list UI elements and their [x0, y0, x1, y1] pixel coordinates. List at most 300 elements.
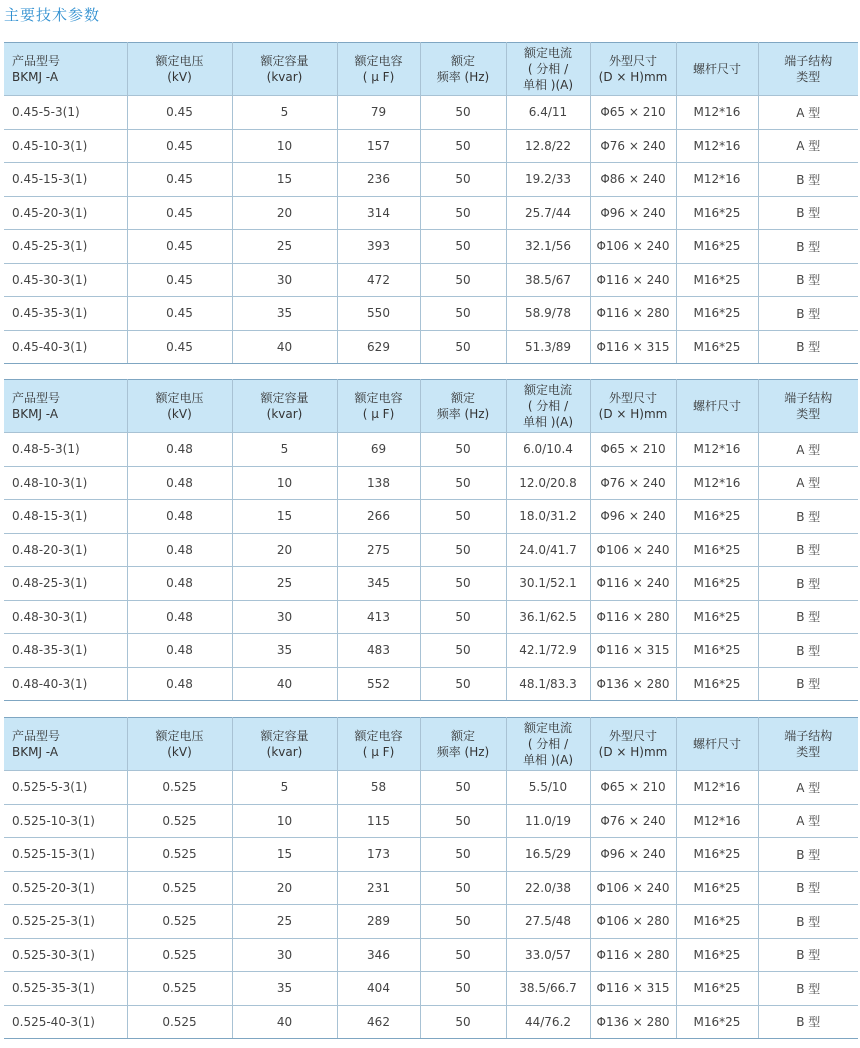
header-line: 类型 [796, 407, 821, 421]
header-line: BKMJ -A [12, 745, 59, 759]
cell-current: 44/76.2 [506, 1005, 590, 1039]
header-line: ( μ F) [362, 70, 395, 84]
cell-dimensions: Φ96 × 240 [590, 196, 676, 230]
cell-model: 0.525-25-3(1) [4, 905, 127, 939]
cell-dimensions: Φ116 × 315 [590, 330, 676, 364]
cell-capacity: 15 [232, 838, 337, 872]
header-line: 额定 [450, 729, 475, 743]
cell-frequency: 50 [420, 96, 506, 130]
cell-frequency: 50 [420, 634, 506, 668]
cell-capacity: 10 [232, 129, 337, 163]
header-line: (D × H)mm [598, 407, 668, 421]
header-line: BKMJ -A [12, 407, 59, 421]
table-row [4, 804, 858, 838]
cell-capacitance: 236 [337, 163, 420, 197]
header-line: 额定电容 [354, 391, 403, 405]
cell-model: 0.45-30-3(1) [4, 263, 127, 297]
cell-capacity: 40 [232, 667, 337, 701]
cell-bolt-size: M16*25 [676, 838, 758, 872]
table-row [4, 297, 858, 331]
cell-bolt-size: M12*16 [676, 771, 758, 805]
table-row [4, 230, 858, 264]
cell-voltage: 0.525 [127, 1005, 232, 1039]
cell-capacity: 35 [232, 972, 337, 1006]
cell-current: 27.5/48 [506, 905, 590, 939]
cell-voltage: 0.525 [127, 905, 232, 939]
header-voltage [127, 718, 232, 771]
cell-terminal-type: B 型 [758, 196, 858, 230]
header-frequency [420, 43, 506, 96]
header-line: ( 分相 / [527, 737, 569, 751]
header-line: (kvar) [266, 407, 303, 421]
cell-current: 22.0/38 [506, 871, 590, 905]
header-line: 频率 (Hz) [436, 745, 490, 759]
header-line: 螺杆尺寸 [692, 62, 741, 76]
cell-current: 5.5/10 [506, 771, 590, 805]
header-row [4, 380, 858, 433]
cell-capacitance: 157 [337, 129, 420, 163]
cell-capacity: 40 [232, 1005, 337, 1039]
header-row [4, 43, 858, 96]
cell-bolt-size: M16*25 [676, 330, 758, 364]
header-line: (D × H)mm [598, 70, 668, 84]
cell-capacitance: 58 [337, 771, 420, 805]
cell-capacity: 15 [232, 163, 337, 197]
cell-terminal-type: B 型 [758, 838, 858, 872]
cell-voltage: 0.525 [127, 804, 232, 838]
cell-bolt-size: M16*25 [676, 533, 758, 567]
table-row [4, 466, 858, 500]
header-line: 螺杆尺寸 [692, 399, 741, 413]
header-terminal-type [758, 43, 858, 96]
header-line: 额定电压 [155, 54, 204, 68]
cell-bolt-size: M16*25 [676, 1005, 758, 1039]
cell-bolt-size: M12*16 [676, 163, 758, 197]
cell-frequency: 50 [420, 466, 506, 500]
header-line: 产品型号 [12, 391, 61, 405]
cell-frequency: 50 [420, 433, 506, 467]
cell-frequency: 50 [420, 804, 506, 838]
cell-model: 0.525-35-3(1) [4, 972, 127, 1006]
cell-dimensions: Φ106 × 240 [590, 230, 676, 264]
table-row [4, 163, 858, 197]
cell-capacitance: 483 [337, 634, 420, 668]
cell-current: 42.1/72.9 [506, 634, 590, 668]
cell-terminal-type: B 型 [758, 567, 858, 601]
cell-terminal-type: B 型 [758, 667, 858, 701]
cell-current: 24.0/41.7 [506, 533, 590, 567]
cell-current: 18.0/31.2 [506, 500, 590, 534]
cell-current: 58.9/78 [506, 297, 590, 331]
cell-dimensions: Φ76 × 240 [590, 129, 676, 163]
cell-current: 51.3/89 [506, 330, 590, 364]
cell-dimensions: Φ106 × 240 [590, 533, 676, 567]
cell-current: 36.1/62.5 [506, 600, 590, 634]
cell-capacitance: 552 [337, 667, 420, 701]
table-row [4, 567, 858, 601]
cell-capacitance: 266 [337, 500, 420, 534]
header-line: 外型尺寸 [608, 391, 657, 405]
cell-capacity: 30 [232, 600, 337, 634]
table-row [4, 196, 858, 230]
header-capacitance [337, 718, 420, 771]
cell-current: 38.5/66.7 [506, 972, 590, 1006]
cell-voltage: 0.45 [127, 163, 232, 197]
header-bolt-size [676, 380, 758, 433]
cell-bolt-size: M16*25 [676, 871, 758, 905]
cell-model: 0.48-15-3(1) [4, 500, 127, 534]
header-line: ( 分相 / [527, 62, 569, 76]
table-row [4, 771, 858, 805]
cell-bolt-size: M12*16 [676, 96, 758, 130]
cell-dimensions: Φ65 × 210 [590, 433, 676, 467]
spec-table-048 [4, 379, 858, 701]
cell-capacity: 25 [232, 905, 337, 939]
cell-bolt-size: M16*25 [676, 667, 758, 701]
cell-voltage: 0.525 [127, 771, 232, 805]
cell-capacitance: 79 [337, 96, 420, 130]
cell-model: 0.525-15-3(1) [4, 838, 127, 872]
header-line: (D × H)mm [598, 745, 668, 759]
cell-capacitance: 275 [337, 533, 420, 567]
cell-model: 0.525-40-3(1) [4, 1005, 127, 1039]
header-line: 额定电压 [155, 391, 204, 405]
header-capacity [232, 380, 337, 433]
header-model [4, 718, 127, 771]
cell-capacity: 10 [232, 804, 337, 838]
cell-capacity: 20 [232, 196, 337, 230]
header-row [4, 718, 858, 771]
header-voltage [127, 380, 232, 433]
cell-voltage: 0.525 [127, 938, 232, 972]
header-line: 额定电流 [523, 721, 572, 735]
page-title: 主要技术参数 [4, 6, 101, 24]
table-row [4, 129, 858, 163]
header-line: 产品型号 [12, 54, 61, 68]
cell-dimensions: Φ116 × 240 [590, 567, 676, 601]
cell-model: 0.525-20-3(1) [4, 871, 127, 905]
header-line: 频率 (Hz) [436, 70, 490, 84]
cell-terminal-type: B 型 [758, 1005, 858, 1039]
cell-current: 48.1/83.3 [506, 667, 590, 701]
table-row [4, 938, 858, 972]
cell-frequency: 50 [420, 938, 506, 972]
cell-capacitance: 404 [337, 972, 420, 1006]
cell-capacity: 5 [232, 96, 337, 130]
header-line: ( μ F) [362, 407, 395, 421]
cell-capacitance: 173 [337, 838, 420, 872]
cell-frequency: 50 [420, 533, 506, 567]
header-line: 端子结构 [784, 391, 833, 405]
header-line: BKMJ -A [12, 70, 59, 84]
cell-capacitance: 138 [337, 466, 420, 500]
header-line: 单相 )(A) [522, 753, 574, 767]
cell-voltage: 0.45 [127, 196, 232, 230]
cell-model: 0.48-40-3(1) [4, 667, 127, 701]
cell-model: 0.45-15-3(1) [4, 163, 127, 197]
cell-frequency: 50 [420, 838, 506, 872]
cell-capacity: 15 [232, 500, 337, 534]
cell-model: 0.525-10-3(1) [4, 804, 127, 838]
header-model [4, 380, 127, 433]
cell-capacitance: 472 [337, 263, 420, 297]
cell-terminal-type: A 型 [758, 96, 858, 130]
cell-dimensions: Φ116 × 315 [590, 972, 676, 1006]
header-dimensions [590, 380, 676, 433]
cell-current: 6.0/10.4 [506, 433, 590, 467]
cell-current: 11.0/19 [506, 804, 590, 838]
cell-frequency: 50 [420, 567, 506, 601]
cell-frequency: 50 [420, 905, 506, 939]
cell-dimensions: Φ116 × 280 [590, 600, 676, 634]
header-line: 类型 [796, 70, 821, 84]
table-row [4, 972, 858, 1006]
cell-frequency: 50 [420, 330, 506, 364]
cell-model: 0.48-30-3(1) [4, 600, 127, 634]
header-current [506, 380, 590, 433]
cell-capacity: 25 [232, 567, 337, 601]
cell-dimensions: Φ136 × 280 [590, 1005, 676, 1039]
cell-frequency: 50 [420, 196, 506, 230]
table-row [4, 263, 858, 297]
table-row [4, 433, 858, 467]
cell-bolt-size: M16*25 [676, 567, 758, 601]
spec-table-0525 [4, 717, 858, 1039]
cell-dimensions: Φ86 × 240 [590, 163, 676, 197]
header-line: 额定电流 [523, 46, 572, 60]
cell-capacity: 30 [232, 938, 337, 972]
cell-current: 38.5/67 [506, 263, 590, 297]
cell-voltage: 0.45 [127, 297, 232, 331]
cell-voltage: 0.48 [127, 567, 232, 601]
spec-table-045 [4, 42, 858, 364]
cell-capacity: 40 [232, 330, 337, 364]
cell-voltage: 0.45 [127, 96, 232, 130]
cell-bolt-size: M12*16 [676, 466, 758, 500]
cell-terminal-type: B 型 [758, 905, 858, 939]
header-line: 额定电流 [523, 383, 572, 397]
cell-terminal-type: A 型 [758, 433, 858, 467]
cell-terminal-type: A 型 [758, 804, 858, 838]
cell-dimensions: Φ106 × 240 [590, 871, 676, 905]
cell-voltage: 0.48 [127, 667, 232, 701]
cell-dimensions: Φ116 × 240 [590, 263, 676, 297]
cell-model: 0.45-10-3(1) [4, 129, 127, 163]
cell-frequency: 50 [420, 871, 506, 905]
header-bolt-size [676, 718, 758, 771]
header-line: ( 分相 / [527, 399, 569, 413]
cell-terminal-type: B 型 [758, 297, 858, 331]
cell-dimensions: Φ96 × 240 [590, 838, 676, 872]
cell-dimensions: Φ65 × 210 [590, 96, 676, 130]
cell-current: 25.7/44 [506, 196, 590, 230]
cell-model: 0.48-5-3(1) [4, 433, 127, 467]
cell-bolt-size: M16*25 [676, 938, 758, 972]
header-line: 额定电容 [354, 729, 403, 743]
table-row [4, 905, 858, 939]
cell-model: 0.45-40-3(1) [4, 330, 127, 364]
cell-voltage: 0.525 [127, 972, 232, 1006]
cell-dimensions: Φ116 × 280 [590, 938, 676, 972]
cell-current: 6.4/11 [506, 96, 590, 130]
cell-capacitance: 346 [337, 938, 420, 972]
cell-capacity: 35 [232, 297, 337, 331]
cell-frequency: 50 [420, 667, 506, 701]
cell-voltage: 0.48 [127, 600, 232, 634]
cell-dimensions: Φ96 × 240 [590, 500, 676, 534]
cell-frequency: 50 [420, 972, 506, 1006]
header-dimensions [590, 43, 676, 96]
cell-model: 0.45-20-3(1) [4, 196, 127, 230]
cell-model: 0.525-30-3(1) [4, 938, 127, 972]
cell-voltage: 0.48 [127, 433, 232, 467]
cell-voltage: 0.45 [127, 230, 232, 264]
cell-bolt-size: M12*16 [676, 433, 758, 467]
cell-dimensions: Φ76 × 240 [590, 804, 676, 838]
cell-terminal-type: B 型 [758, 230, 858, 264]
cell-capacitance: 115 [337, 804, 420, 838]
header-frequency [420, 380, 506, 433]
cell-frequency: 50 [420, 297, 506, 331]
header-line: ( μ F) [362, 745, 395, 759]
cell-model: 0.48-20-3(1) [4, 533, 127, 567]
header-line: 端子结构 [784, 54, 833, 68]
cell-terminal-type: A 型 [758, 466, 858, 500]
cell-capacitance: 550 [337, 297, 420, 331]
cell-current: 30.1/52.1 [506, 567, 590, 601]
cell-voltage: 0.525 [127, 838, 232, 872]
cell-dimensions: Φ65 × 210 [590, 771, 676, 805]
cell-capacitance: 231 [337, 871, 420, 905]
table-row [4, 500, 858, 534]
cell-capacitance: 314 [337, 196, 420, 230]
cell-bolt-size: M16*25 [676, 196, 758, 230]
cell-bolt-size: M12*16 [676, 804, 758, 838]
header-line: 产品型号 [12, 729, 61, 743]
cell-capacity: 35 [232, 634, 337, 668]
header-line: (kvar) [266, 70, 303, 84]
header-capacity [232, 718, 337, 771]
cell-capacitance: 413 [337, 600, 420, 634]
cell-voltage: 0.48 [127, 634, 232, 668]
header-line: 单相 )(A) [522, 415, 574, 429]
table-row [4, 533, 858, 567]
cell-frequency: 50 [420, 263, 506, 297]
cell-bolt-size: M16*25 [676, 263, 758, 297]
cell-capacitance: 289 [337, 905, 420, 939]
cell-dimensions: Φ116 × 315 [590, 634, 676, 668]
header-line: 额定 [450, 391, 475, 405]
cell-current: 12.8/22 [506, 129, 590, 163]
cell-terminal-type: B 型 [758, 330, 858, 364]
header-line: 额定电容 [354, 54, 403, 68]
cell-current: 19.2/33 [506, 163, 590, 197]
cell-frequency: 50 [420, 163, 506, 197]
cell-bolt-size: M16*25 [676, 634, 758, 668]
cell-terminal-type: A 型 [758, 771, 858, 805]
cell-current: 32.1/56 [506, 230, 590, 264]
header-voltage [127, 43, 232, 96]
cell-current: 12.0/20.8 [506, 466, 590, 500]
cell-capacity: 25 [232, 230, 337, 264]
cell-frequency: 50 [420, 500, 506, 534]
cell-dimensions: Φ76 × 240 [590, 466, 676, 500]
cell-capacity: 5 [232, 771, 337, 805]
table-row [4, 96, 858, 130]
cell-capacity: 5 [232, 433, 337, 467]
header-dimensions [590, 718, 676, 771]
header-line: (kV) [167, 407, 192, 421]
cell-terminal-type: B 型 [758, 634, 858, 668]
cell-dimensions: Φ116 × 280 [590, 297, 676, 331]
cell-model: 0.45-35-3(1) [4, 297, 127, 331]
header-capacitance [337, 380, 420, 433]
header-line: 类型 [796, 745, 821, 759]
table-row [4, 634, 858, 668]
cell-terminal-type: B 型 [758, 938, 858, 972]
table-row [4, 838, 858, 872]
cell-voltage: 0.48 [127, 466, 232, 500]
cell-capacitance: 629 [337, 330, 420, 364]
cell-capacitance: 345 [337, 567, 420, 601]
cell-voltage: 0.525 [127, 871, 232, 905]
header-line: 额定容量 [260, 729, 309, 743]
cell-terminal-type: B 型 [758, 263, 858, 297]
cell-capacitance: 462 [337, 1005, 420, 1039]
header-line: (kvar) [266, 745, 303, 759]
header-line: 螺杆尺寸 [692, 737, 741, 751]
cell-voltage: 0.48 [127, 500, 232, 534]
cell-voltage: 0.48 [127, 533, 232, 567]
header-line: 额定容量 [260, 391, 309, 405]
cell-capacity: 20 [232, 871, 337, 905]
cell-voltage: 0.45 [127, 330, 232, 364]
cell-terminal-type: A 型 [758, 129, 858, 163]
table-row [4, 1005, 858, 1039]
cell-model: 0.45-5-3(1) [4, 96, 127, 130]
cell-frequency: 50 [420, 230, 506, 264]
cell-terminal-type: B 型 [758, 600, 858, 634]
cell-frequency: 50 [420, 1005, 506, 1039]
cell-bolt-size: M16*25 [676, 600, 758, 634]
cell-bolt-size: M16*25 [676, 230, 758, 264]
cell-voltage: 0.45 [127, 129, 232, 163]
table-row [4, 330, 858, 364]
cell-model: 0.48-35-3(1) [4, 634, 127, 668]
cell-capacity: 10 [232, 466, 337, 500]
cell-frequency: 50 [420, 771, 506, 805]
cell-model: 0.525-5-3(1) [4, 771, 127, 805]
cell-bolt-size: M16*25 [676, 297, 758, 331]
header-model [4, 43, 127, 96]
header-line: (kV) [167, 745, 192, 759]
header-line: 端子结构 [784, 729, 833, 743]
header-bolt-size [676, 43, 758, 96]
cell-dimensions: Φ106 × 280 [590, 905, 676, 939]
cell-capacity: 30 [232, 263, 337, 297]
cell-bolt-size: M16*25 [676, 972, 758, 1006]
cell-terminal-type: B 型 [758, 871, 858, 905]
cell-model: 0.48-25-3(1) [4, 567, 127, 601]
header-terminal-type [758, 718, 858, 771]
header-line: 频率 (Hz) [436, 407, 490, 421]
cell-model: 0.48-10-3(1) [4, 466, 127, 500]
header-line: 外型尺寸 [608, 54, 657, 68]
cell-terminal-type: B 型 [758, 972, 858, 1006]
header-current [506, 43, 590, 96]
cell-current: 16.5/29 [506, 838, 590, 872]
cell-terminal-type: B 型 [758, 533, 858, 567]
